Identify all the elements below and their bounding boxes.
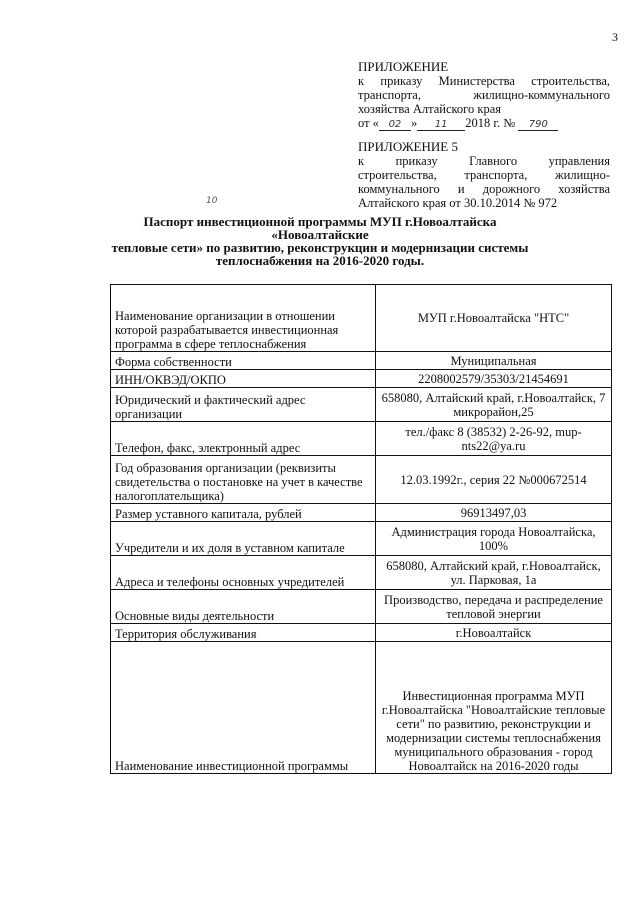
- appendix-title: ПРИЛОЖЕНИЕ: [358, 59, 449, 74]
- table-row: [111, 642, 612, 774]
- row-value: 12.03.1992г., серия 22 №000672514: [376, 456, 612, 504]
- row-value: тел./факс 8 (38532) 2-26-92, mup-nts22@ya.ru: [376, 422, 612, 456]
- row-value: Муниципальная: [376, 352, 612, 370]
- date-prefix: от «: [358, 116, 379, 130]
- table-row: [111, 556, 612, 590]
- row-value: 658080, Алтайский край, г.Новоалтайск, 7 микрорайон,25: [376, 388, 612, 422]
- row-value: 658080, Алтайский край, г.Новоалтайск, ул. Парковая, 1а: [376, 556, 612, 590]
- date-mid: »: [410, 116, 418, 130]
- date-month: 11: [417, 120, 465, 131]
- table-row: [111, 285, 612, 352]
- margin-mark: 10: [206, 196, 218, 206]
- row-value: 96913497,03: [376, 504, 612, 522]
- row-label: Территория обслуживания: [111, 624, 376, 642]
- table-row: [111, 590, 612, 624]
- row-label: Форма собственности: [111, 352, 376, 370]
- appendix5-block: [358, 140, 610, 210]
- row-label: Учредители и их доля в уставном капитале: [111, 522, 376, 556]
- table-row: [111, 504, 612, 522]
- row-label: Юридический и фактический адрес организации: [111, 388, 376, 422]
- page-number: 3: [612, 30, 618, 44]
- document-title: [100, 215, 540, 267]
- passport-table: [110, 284, 612, 774]
- row-value: Производство, передача и распределение тепловой энергии: [376, 590, 612, 624]
- row-label: Наименование организации в отношении которой разрабатывается инвестиционная программа в сфере теплоснабжения: [111, 285, 376, 352]
- row-label: Основные виды деятельности: [111, 590, 376, 624]
- date-day: 02: [379, 120, 411, 131]
- row-value: МУП г.Новоалтайска "НТС": [376, 285, 612, 352]
- row-label: Адреса и телефоны основных учредителей: [111, 556, 376, 590]
- date-year: 2018 г. №: [465, 116, 516, 130]
- table-row: [111, 624, 612, 642]
- date-number: 790: [518, 120, 558, 131]
- title-line2: «Новоалтайские: [271, 227, 369, 242]
- row-label: Размер уставного капитала, рублей: [111, 504, 376, 522]
- appendix-line1: к приказу Министерства строительства,: [358, 74, 610, 88]
- row-value: Администрация города Новоалтайска, 100%: [376, 522, 612, 556]
- row-value: Инвестиционная программа МУП г.Новоалтайска "Новоалтайские тепловые сети" по развитию, реконструкции и модернизации системы теплоснабжения муниципального образования - город Новоалтайск на 2016-2020 годы: [376, 642, 612, 774]
- row-label: Год образования организации (реквизиты свидетельства о постановке на учет в качестве налогоплательщика): [111, 456, 376, 504]
- appendix5-line1: к приказу Главного управления: [358, 154, 610, 168]
- title-line1: Паспорт инвестиционной программы МУП г.Новоалтайска: [143, 214, 497, 229]
- appendix5-line3: коммунального и дорожного хозяйства: [358, 182, 610, 196]
- appendix-line2: транспорта, жилищно-коммунального: [358, 88, 610, 102]
- appendix5-line4: Алтайского края от 30.10.2014 № 972: [358, 196, 558, 210]
- appendix5-line2: строительства, транспорта, жилищно-: [358, 168, 610, 182]
- appendix-block: [358, 60, 610, 131]
- appendix5-title: ПРИЛОЖЕНИЕ 5: [358, 139, 458, 154]
- table-row: [111, 388, 612, 422]
- table-row: [111, 352, 612, 370]
- table-row: [111, 456, 612, 504]
- row-value: г.Новоалтайск: [376, 624, 612, 642]
- appendix-date: [358, 116, 610, 131]
- row-label: Наименование инвестиционной программы: [111, 642, 376, 774]
- appendix-line3: хозяйства Алтайского края: [358, 102, 501, 116]
- row-label: Телефон, факс, электронный адрес: [111, 422, 376, 456]
- row-label: ИНН/ОКВЭД/ОКПО: [111, 370, 376, 388]
- table-row: [111, 370, 612, 388]
- table-row: [111, 422, 612, 456]
- title-line3: тепловые сети» по развитию, реконструкции и модернизации системы: [111, 240, 529, 255]
- table-row: [111, 522, 612, 556]
- title-line4: теплоснабжения на 2016-2020 годы.: [215, 253, 425, 268]
- row-value: 2208002579/35303/21454691: [376, 370, 612, 388]
